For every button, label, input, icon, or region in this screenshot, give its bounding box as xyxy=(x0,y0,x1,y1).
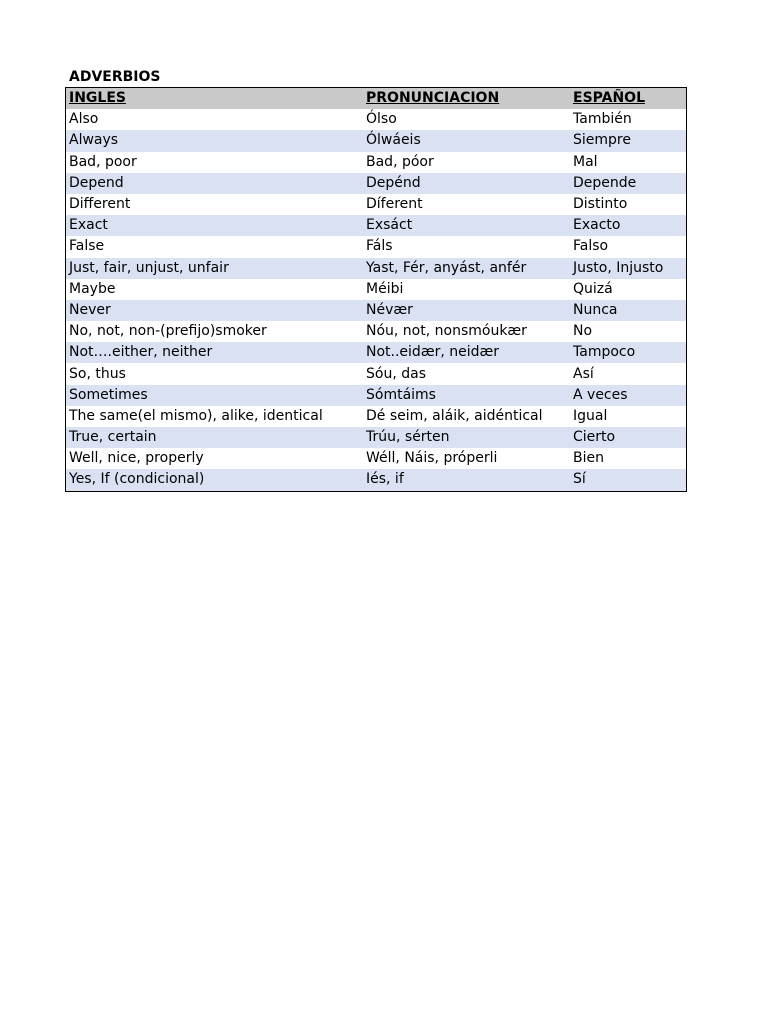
cell-pronunciacion: Dé seim, aláik, aidéntical xyxy=(366,407,543,424)
cell-ingles: Maybe xyxy=(69,280,116,297)
cell-ingles: True, certain xyxy=(69,429,157,446)
cell-espanol: Distinto xyxy=(573,196,628,213)
cell-ingles: Never xyxy=(69,301,111,318)
table-row xyxy=(66,427,686,448)
cell-espanol: Tampoco xyxy=(573,344,636,361)
cell-ingles: False xyxy=(69,238,105,255)
table-row xyxy=(66,258,686,279)
cell-pronunciacion: Trúu, sérten xyxy=(366,429,450,446)
table-row xyxy=(66,279,686,300)
cell-espanol: Cierto xyxy=(573,429,616,446)
cell-ingles: Not….either, neither xyxy=(69,344,213,361)
table-body xyxy=(66,109,686,490)
cell-ingles: Yes, If (condicional) xyxy=(69,471,205,488)
cell-ingles: No, not, non-(prefijo)smoker xyxy=(69,323,267,340)
cell-pronunciacion: Ólso xyxy=(366,111,397,128)
cell-espanol: Quizá xyxy=(573,280,613,297)
cell-espanol: Exacto xyxy=(573,217,621,234)
cell-pronunciacion: Yast, Fér, anyást, anfér xyxy=(366,259,527,276)
table-row xyxy=(66,152,686,173)
table-row xyxy=(66,385,686,406)
cell-pronunciacion: Nóu, not, nonsmóukær xyxy=(366,323,527,340)
table-row xyxy=(66,173,686,194)
table-row xyxy=(66,469,686,490)
cell-pronunciacion: Depénd xyxy=(366,174,421,191)
cell-espanol: Bien xyxy=(573,450,604,467)
cell-espanol: A veces xyxy=(573,386,628,403)
cell-espanol: Así xyxy=(573,365,594,382)
cell-pronunciacion: Díferent xyxy=(366,196,423,213)
cell-espanol: Nunca xyxy=(573,301,618,318)
cell-pronunciacion: Sómtáims xyxy=(366,386,436,403)
cell-ingles: Well, nice, properly xyxy=(69,450,204,467)
column-header-espanol: ESPAÑOL xyxy=(573,90,645,107)
cell-pronunciacion: Exsáct xyxy=(366,217,413,234)
table-row xyxy=(66,342,686,363)
document-title: ADVERBIOS xyxy=(69,69,161,85)
cell-espanol: Depende xyxy=(573,174,637,191)
table-row xyxy=(66,321,686,342)
cell-ingles: Depend xyxy=(69,174,124,191)
cell-pronunciacion: Bad, póor xyxy=(366,153,434,170)
cell-pronunciacion: Wéll, Náis, próperli xyxy=(366,450,498,467)
cell-pronunciacion: Névær xyxy=(366,301,413,318)
cell-espanol: Igual xyxy=(573,407,608,424)
cell-ingles: Different xyxy=(69,196,131,213)
cell-pronunciacion: Not..eidær, neidær xyxy=(366,344,499,361)
cell-espanol: Justo, Injusto xyxy=(573,259,664,276)
table-row xyxy=(66,109,686,130)
cell-espanol: Sí xyxy=(573,471,586,488)
table-row xyxy=(66,363,686,384)
cell-pronunciacion: Fáls xyxy=(366,238,393,255)
cell-espanol: Falso xyxy=(573,238,609,255)
table-row xyxy=(66,236,686,257)
table-row xyxy=(66,130,686,151)
cell-espanol: También xyxy=(573,111,632,128)
cell-ingles: Exact xyxy=(69,217,108,234)
table-row xyxy=(66,300,686,321)
table-row xyxy=(66,215,686,236)
cell-pronunciacion: Ólwáeis xyxy=(366,132,421,149)
column-header-ingles: INGLES xyxy=(69,90,126,107)
adverbs-table xyxy=(65,87,687,492)
cell-espanol: Siempre xyxy=(573,132,631,149)
table-header-row xyxy=(66,88,686,109)
cell-pronunciacion: Sóu, das xyxy=(366,365,426,382)
cell-ingles: So, thus xyxy=(69,365,126,382)
cell-pronunciacion: Méibi xyxy=(366,280,404,297)
cell-espanol: No xyxy=(573,323,593,340)
cell-pronunciacion: Iés, if xyxy=(366,471,404,488)
table-row xyxy=(66,194,686,215)
table-row xyxy=(66,448,686,469)
cell-ingles: Just, fair, unjust, unfair xyxy=(69,259,229,276)
cell-ingles: Always xyxy=(69,132,119,149)
cell-ingles: Bad, poor xyxy=(69,153,137,170)
table-row xyxy=(66,406,686,427)
cell-ingles: Sometimes xyxy=(69,386,148,403)
cell-ingles: The same(el mismo), alike, identical xyxy=(69,407,323,424)
column-header-pronunciacion: PRONUNCIACION xyxy=(366,90,500,107)
cell-espanol: Mal xyxy=(573,153,598,170)
cell-ingles: Also xyxy=(69,111,99,128)
